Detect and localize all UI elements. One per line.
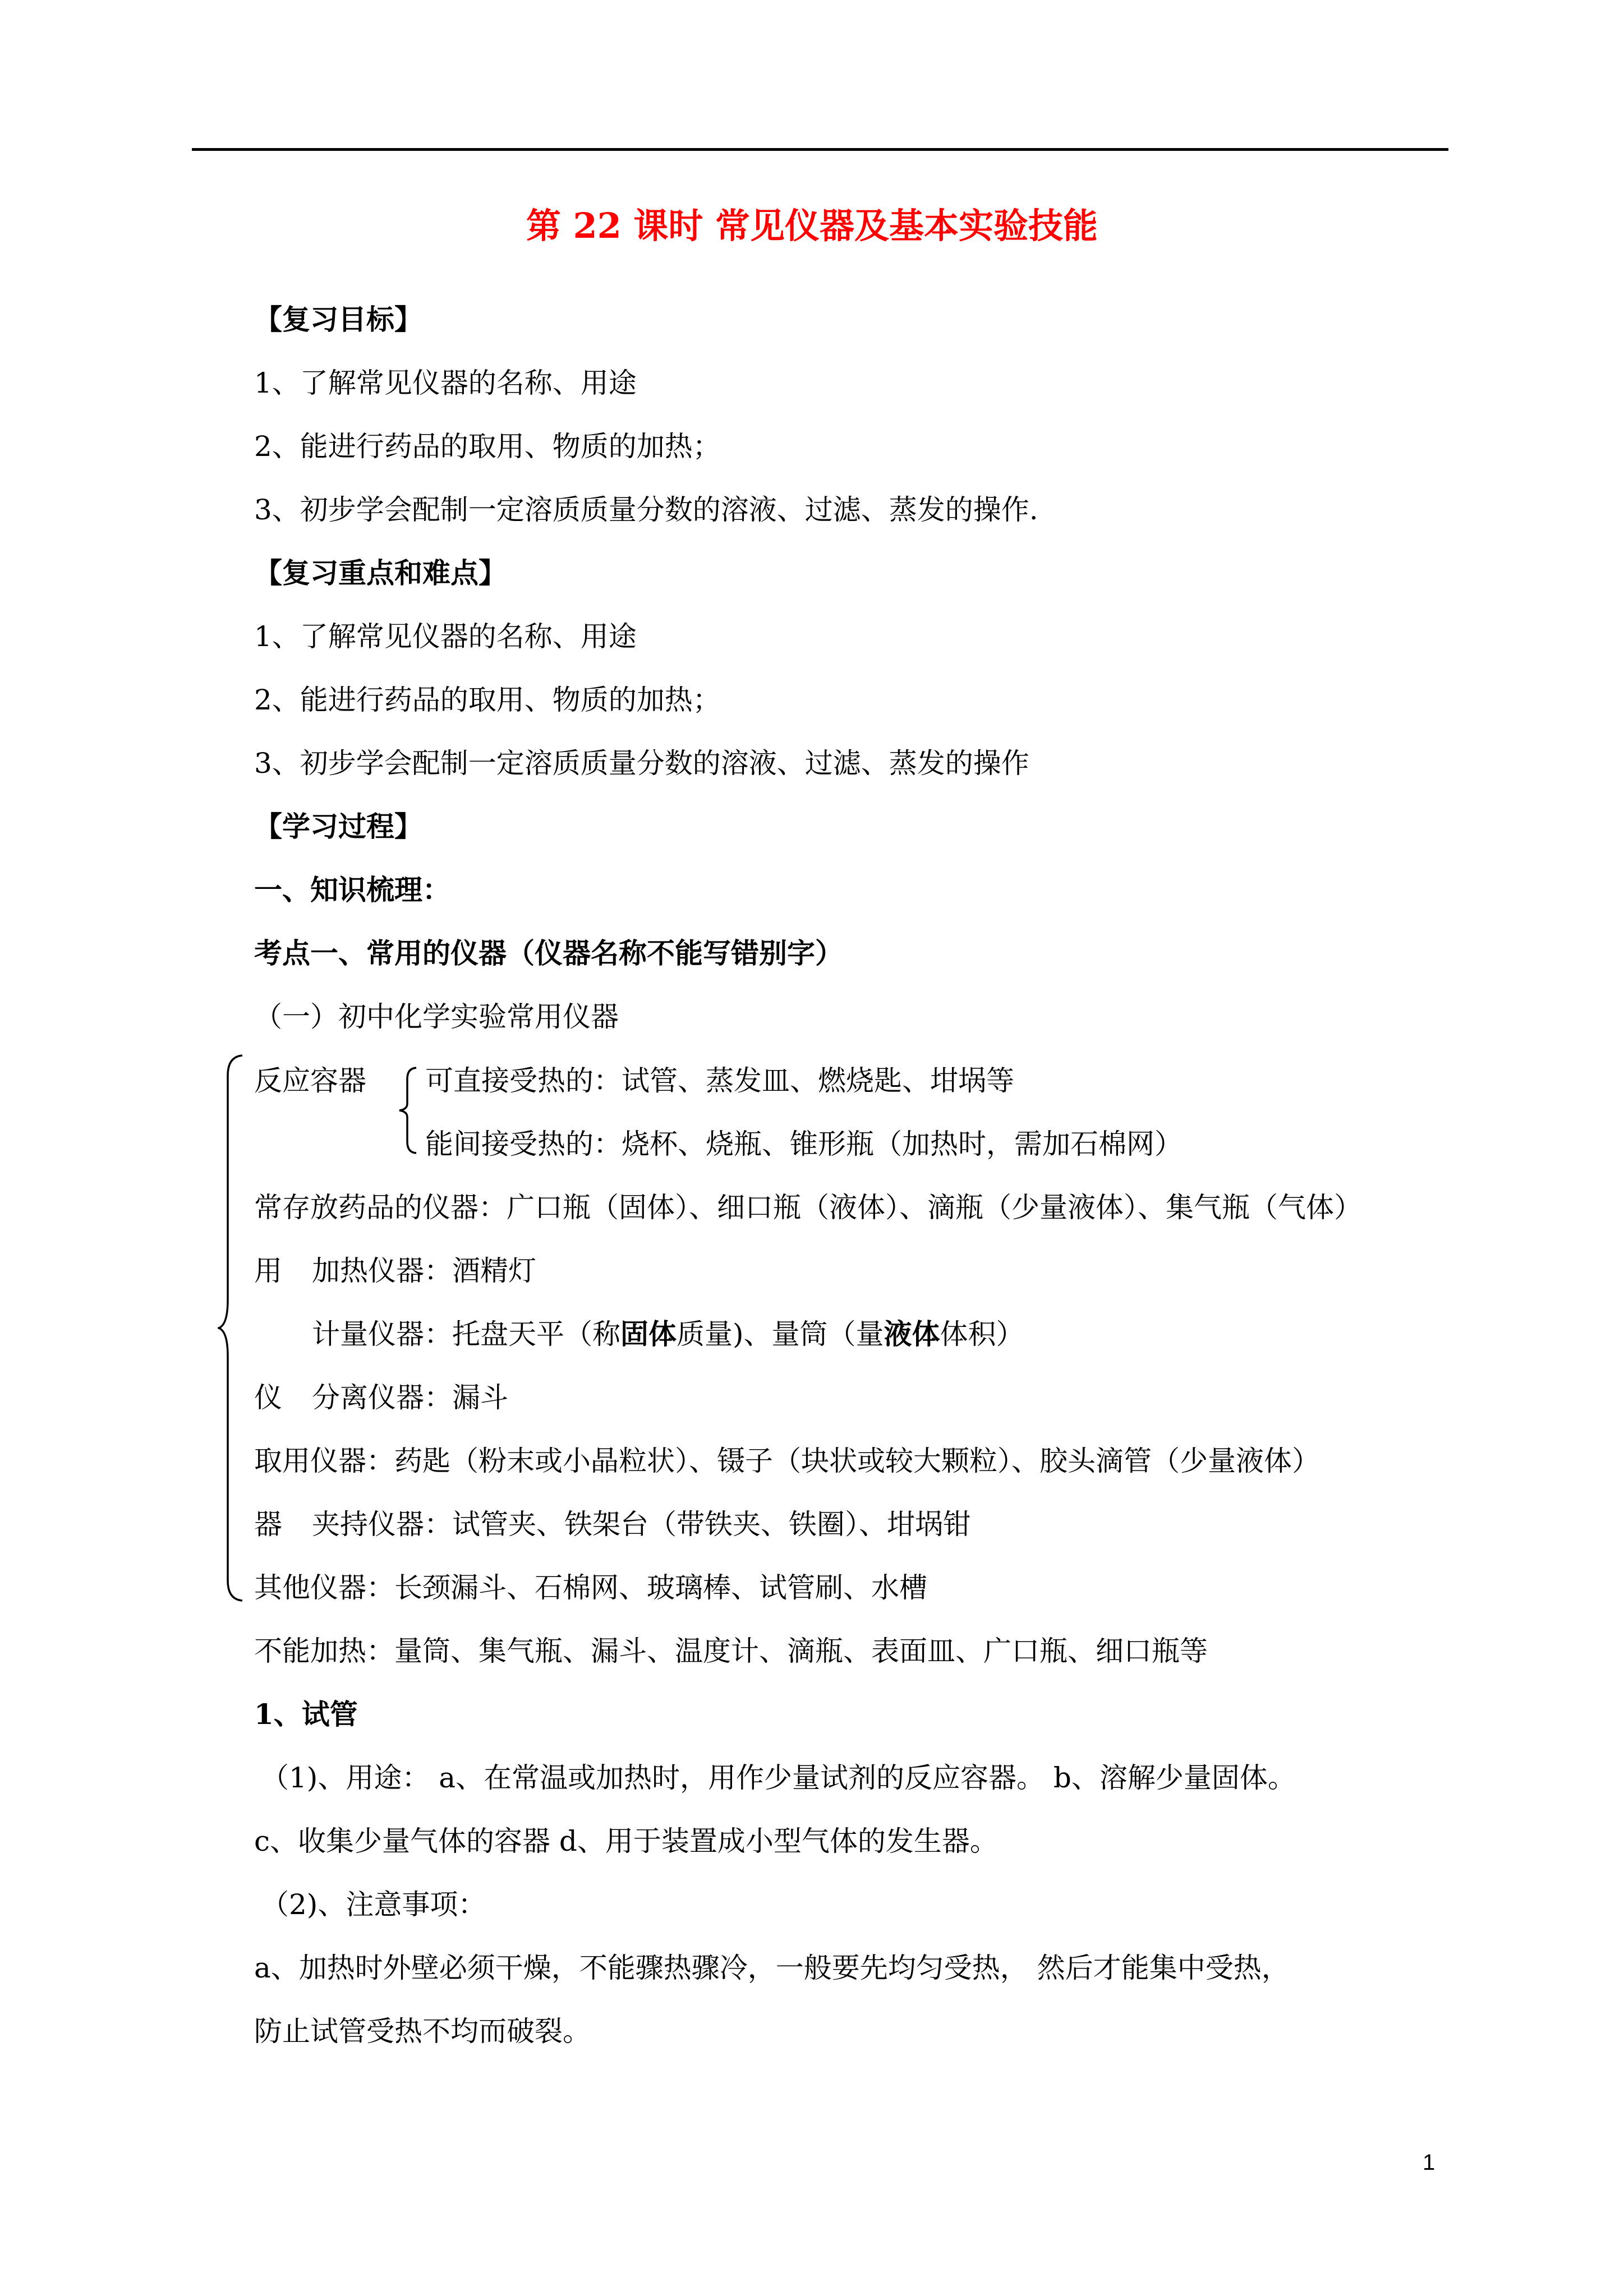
review-goal-2: 2、能进行药品的取用、物质的加热； (254, 430, 721, 463)
vertical-char-3: 器 (254, 1508, 282, 1541)
test-tube-note-a2: 防止试管受热不均而破裂。 (254, 2015, 591, 2048)
review-goals-heading: 【复习目标】 (254, 303, 422, 336)
measuring-part-1: 计量仪器：托盘天平（称 (312, 1318, 620, 1350)
test-tube-heading: 1、试管 (254, 1698, 358, 1731)
direct-heat-line: 可直接受热的：试管、蒸发皿、燃烧匙、坩埚等 (425, 1064, 1014, 1097)
indirect-heat-line: 能间接受热的：烧杯、烧瓶、锥形瓶（加热时，需加石棉网） (425, 1128, 1183, 1160)
storage-line: 常存放药品的仪器：广口瓶（固体）、细口瓶（液体）、滴瓶（少量液体）、集气瓶（气体） (254, 1191, 1362, 1224)
key-point-1: 1、了解常见仪器的名称、用途 (254, 620, 637, 653)
review-goal-3: 3、初步学会配制一定溶质质量分数的溶液、过滤、蒸发的操作. (254, 494, 1038, 526)
section-knowledge: 一、知识梳理： (254, 873, 450, 906)
header-rule (192, 148, 1448, 151)
test-tube-use-2: c、收集少量气体的容器 d、用于装置成小型气体的发生器。 (254, 1825, 998, 1857)
measuring-part-2: 质量)、量筒（量 (677, 1318, 884, 1350)
subsection-common-instruments: （一）初中化学实验常用仪器 (254, 1001, 619, 1033)
measuring-bold-liquid: 液体 (884, 1317, 940, 1350)
measuring-part-3: 体积） (940, 1318, 1024, 1350)
key-point-3: 3、初步学会配制一定溶质质量分数的溶液、过滤、蒸发的操作 (254, 747, 1029, 780)
page-number: 1 (1423, 2150, 1436, 2175)
reaction-container-label: 反应容器 (254, 1064, 366, 1097)
reaction-brace (395, 1066, 417, 1155)
outer-brace (218, 1053, 243, 1603)
key-points-heading: 【复习重点和难点】 (254, 556, 507, 589)
page-title: 第 22 课时 常见仪器及基本实验技能 (526, 205, 1098, 246)
taking-line: 取用仪器：药匙（粉末或小晶粒状）、镊子（块状或较大颗粒）、胶头滴管（少量液体） (254, 1445, 1320, 1477)
separating-line: 分离仪器：漏斗 (312, 1381, 508, 1414)
measuring-line (312, 1317, 1024, 1350)
process-heading: 【学习过程】 (254, 810, 422, 843)
test-tube-note-a1: a、加热时外壁必须干燥，不能骤热骤冷，一般要先均匀受热， 然后才能集中受热， (254, 1952, 1290, 1984)
no-heat-line: 不能加热：量筒、集气瓶、漏斗、温度计、滴瓶、表面皿、广口瓶、细口瓶等 (254, 1635, 1208, 1667)
clamping-line: 夹持仪器：试管夹、铁架台（带铁夹、铁圈）、坩埚钳 (312, 1508, 971, 1541)
measuring-bold-solid: 固体 (620, 1317, 677, 1350)
vertical-char-1: 用 (254, 1255, 282, 1287)
vertical-char-2: 仪 (254, 1381, 282, 1414)
review-goal-1: 1、了解常见仪器的名称、用途 (254, 367, 637, 399)
point-instruments: 考点一、常用的仪器（仪器名称不能写错别字） (254, 937, 843, 970)
key-point-2: 2、能进行药品的取用、物质的加热； (254, 684, 721, 716)
test-tube-notes-heading: （2)、注意事项： (261, 1888, 486, 1921)
heating-line: 加热仪器：酒精灯 (312, 1255, 536, 1287)
other-instruments-line: 其他仪器：长颈漏斗、石棉网、玻璃棒、试管刷、水槽 (254, 1571, 927, 1604)
test-tube-use-1: （1)、用途： a、在常温或加热时，用作少量试剂的反应容器。 b、溶解少量固体。 (261, 1762, 1296, 1794)
